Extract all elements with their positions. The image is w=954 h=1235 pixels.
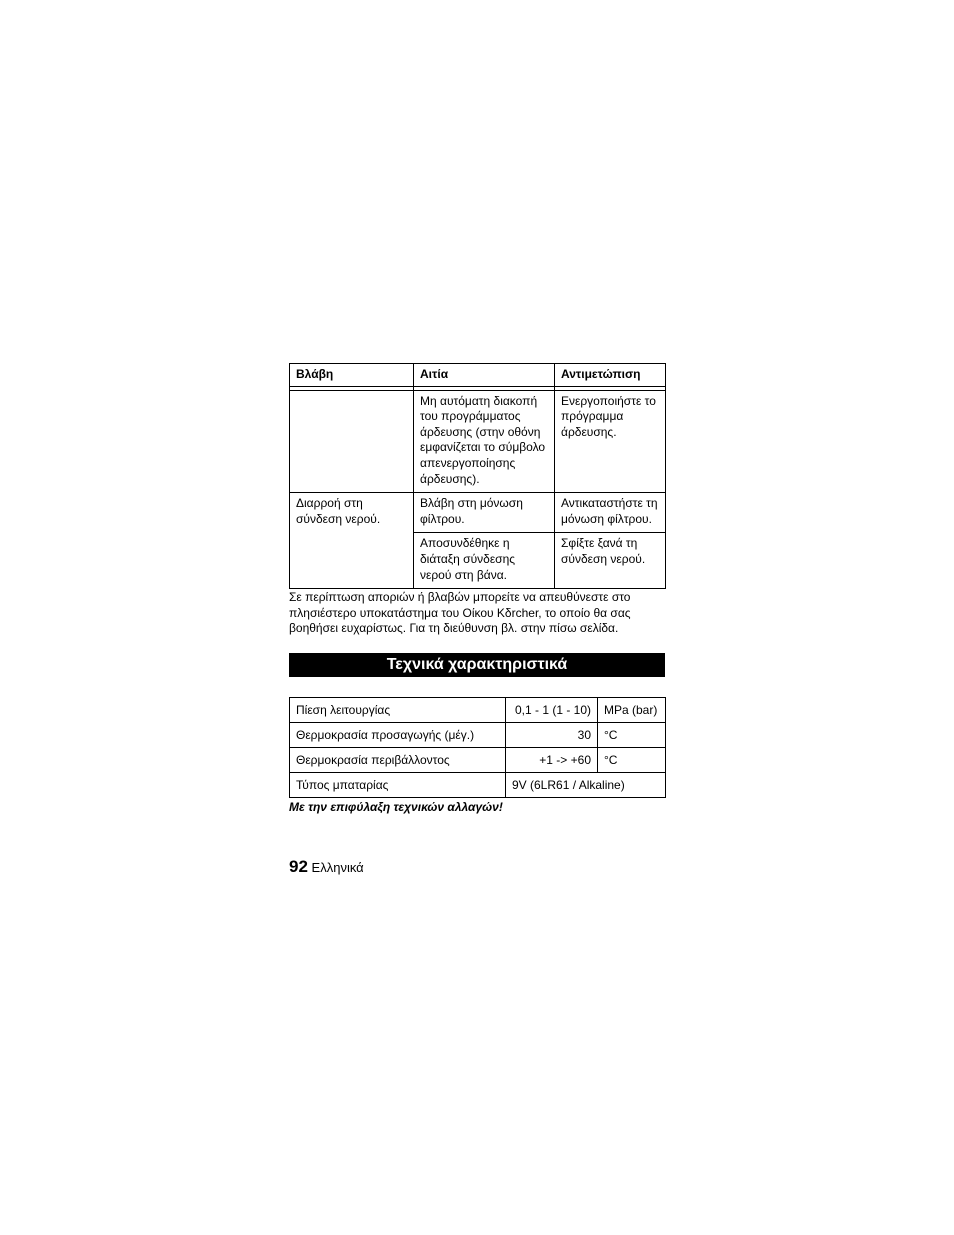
troubleshooting-table [289,363,666,589]
spec-unit: °C [598,747,666,772]
page-footer [289,857,364,877]
support-note: Σε περίπτωση αποριών ή βλαβών μπορείτε να απευθύνεστε στο πλησιέστερο υποκατάστημα του Οίκου Kδrcher, το οποίο θα σας βοηθήσει ευχαρίστως. Για τη διεύθυνση βλ. στην πίσω σελίδα. [289,590,631,636]
page-content [289,363,665,814]
spec-label: Τύπος μπαταρίας [290,772,506,797]
row-cause: Αποσυνδέθηκε η διάταξη σύνδεσης νερού στη βάνα. [414,533,555,589]
header-cause: Αιτία [414,364,555,387]
spec-value: 30 [506,722,598,747]
language-label: Ελληνικά [311,860,364,875]
disclaimer: Με την επιφύλαξη τεχνικών αλλαγών! [289,799,503,814]
row-remedy: Σφίξτε ξανά τη σύνδεση νερού. [555,533,666,589]
header-remedy: Αντιμετώπιση [555,364,666,387]
row-remedy: Ενεργοποιήστε το πρόγραμμα άρδευσης. [555,390,666,493]
spec-value: 9V (6LR61 / Alkaline) [506,772,666,797]
row-fault: Διαρροή στη σύνδεση νερού. [290,493,414,589]
section-heading: Τεχνικά χαρακτηριστικά [289,653,665,677]
specs-table [289,697,666,798]
table-row [290,772,666,797]
row-cause: Μη αυτόματη διακοπή του προγράμματος άρδευσης (στην οθόνη εμφανίζεται το σύμβολο απενεργοποίησης άρδευσης). [414,390,555,493]
row-cause: Βλάβη στη μόνωση φίλτρου. [414,493,555,533]
spec-unit: °C [598,722,666,747]
spec-label: Θερμοκρασία προσαγωγής (μέγ.) [290,722,506,747]
table-row [290,697,666,722]
spec-label: Θερμοκρασία περιβάλλοντος [290,747,506,772]
spec-label: Πίεση λειτουργίας [290,697,506,722]
table-row [290,747,666,772]
row-fault [290,390,414,493]
page-number: 92 [289,857,308,876]
row-remedy: Αντικαταστήστε τη μόνωση φίλτρου. [555,493,666,533]
table-header-row [290,364,666,387]
spec-unit: MPa (bar) [598,697,666,722]
header-fault: Βλάβη [290,364,414,387]
table-row [290,493,666,533]
table-row [290,390,666,493]
table-row [290,722,666,747]
spec-value: 0,1 - 1 (1 - 10) [506,697,598,722]
spec-value: +1 -> +60 [506,747,598,772]
